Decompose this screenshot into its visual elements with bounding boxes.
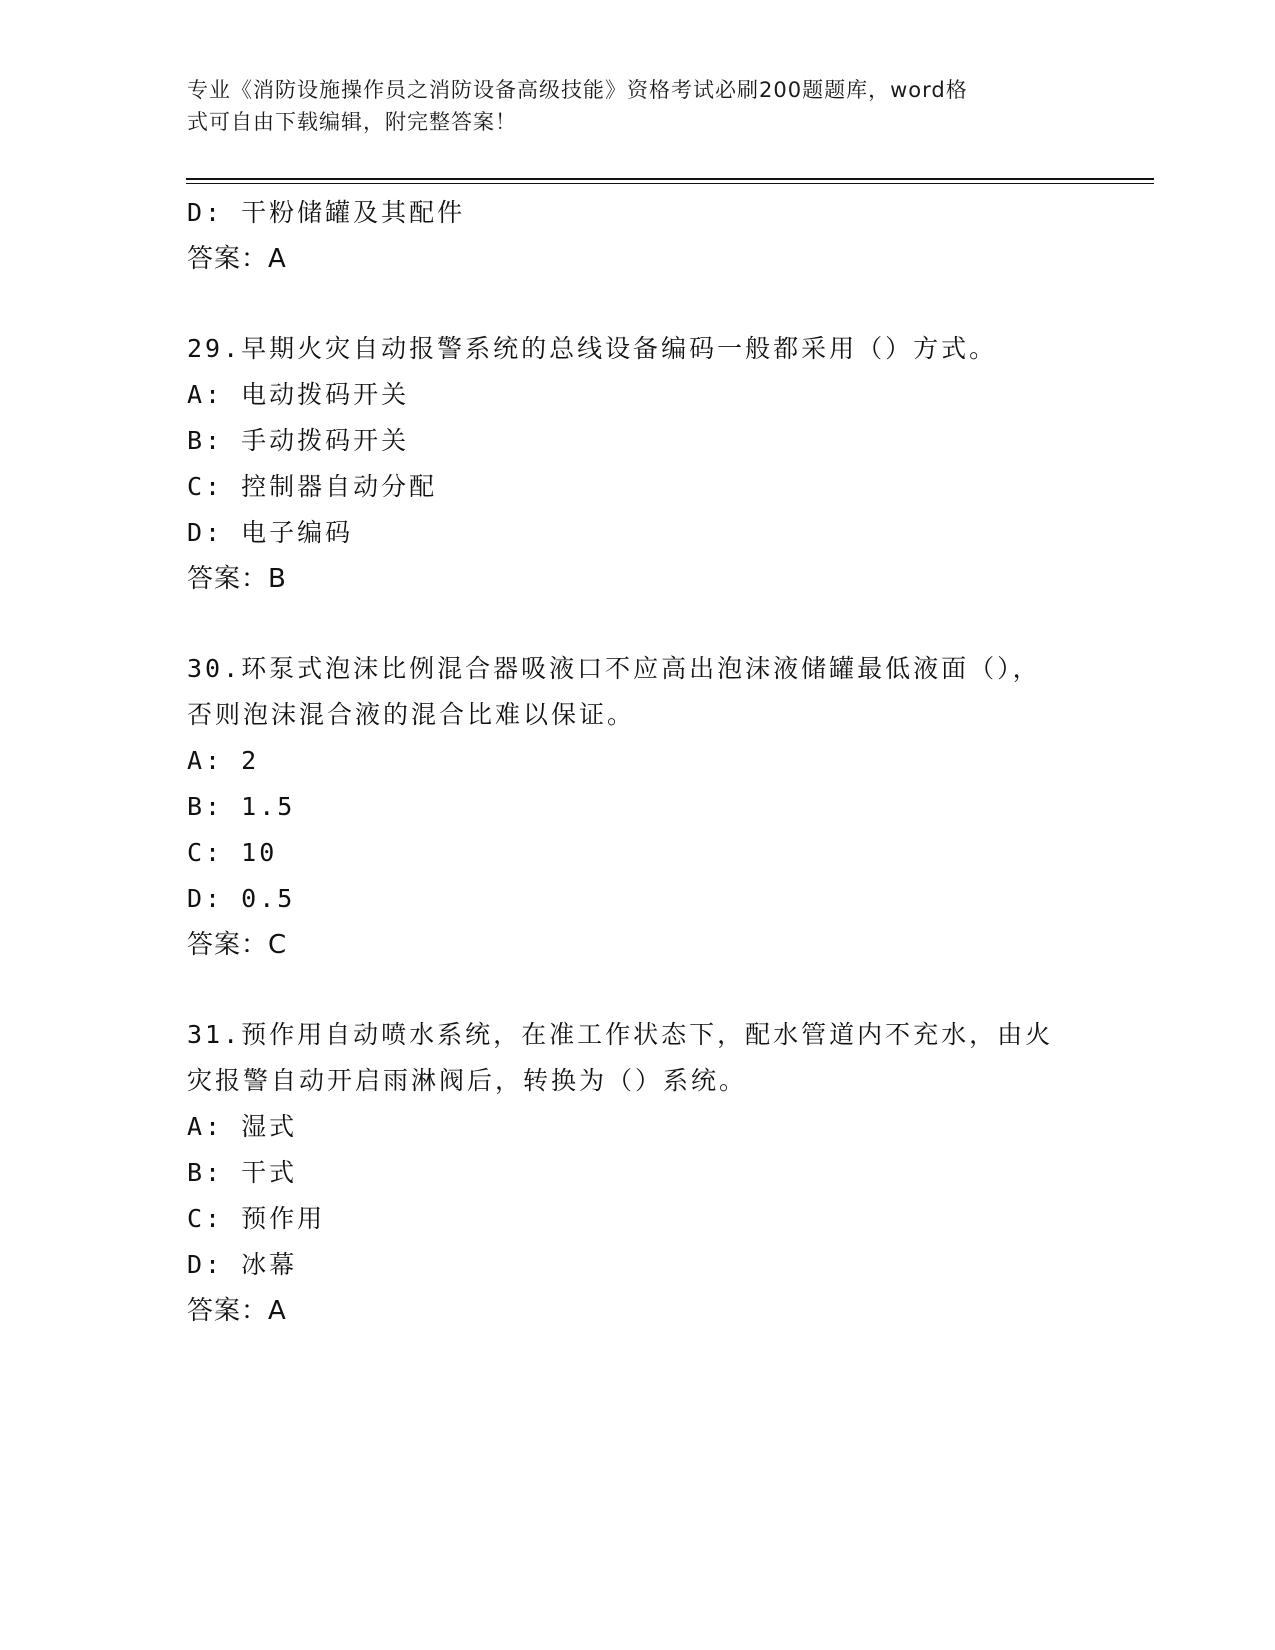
- answer-line: 答案：A: [187, 244, 287, 274]
- option-b: B: 手动拨码开关: [187, 426, 410, 455]
- option-a: A: 2: [187, 746, 260, 775]
- question-list: [187, 190, 1087, 1334]
- option-d: D: 冰幕: [187, 1250, 298, 1279]
- header-divider-thick: [186, 178, 1154, 180]
- question-stem: 29.早期火灾自动报警系统的总线设备编码一般都采用（）方式。: [187, 334, 998, 363]
- option-d: D: 电子编码: [187, 518, 354, 547]
- question-stem-line-2: 灾报警自动开启雨淋阀后，转换为（）系统。: [187, 1066, 748, 1095]
- question-stem-line-1: 31.预作用自动喷水系统，在准工作状态下，配水管道内不充水，由火: [187, 1020, 1054, 1049]
- partial-question-28: [187, 190, 1087, 282]
- option-d: D: 0.5: [187, 884, 296, 913]
- option-c: C: 预作用: [187, 1204, 326, 1233]
- question-stem-line-1: 30.环泵式泡沫比例混合器吸液口不应高出泡沫液储罐最低液面（），: [187, 654, 1041, 683]
- option-d: D: 干粉储罐及其配件: [187, 198, 466, 227]
- question-29: [187, 326, 1087, 602]
- answer-line: 答案：B: [187, 564, 287, 594]
- option-b: B: 1.5: [187, 792, 296, 821]
- option-a: A: 电动拨码开关: [187, 380, 410, 409]
- question-30: [187, 646, 1087, 968]
- header-line-1: 专业《消防设施操作员之消防设备高级技能》资格考试必刷200题题库，word格: [187, 78, 968, 102]
- answer-line: 答案：A: [187, 1296, 287, 1326]
- question-31: [187, 1012, 1087, 1334]
- question-stem-line-2: 否则泡沫混合液的混合比难以保证。: [187, 700, 636, 729]
- option-c: C: 控制器自动分配: [187, 472, 438, 501]
- option-c: C: 10: [187, 838, 278, 867]
- header-line-2: 式可自由下载编辑，附完整答案！: [187, 110, 517, 134]
- document-header: [187, 74, 1067, 138]
- header-divider-thin: [186, 183, 1154, 184]
- option-b: B: 干式: [187, 1158, 298, 1187]
- option-a: A: 湿式: [187, 1112, 298, 1141]
- answer-line: 答案：C: [187, 930, 288, 960]
